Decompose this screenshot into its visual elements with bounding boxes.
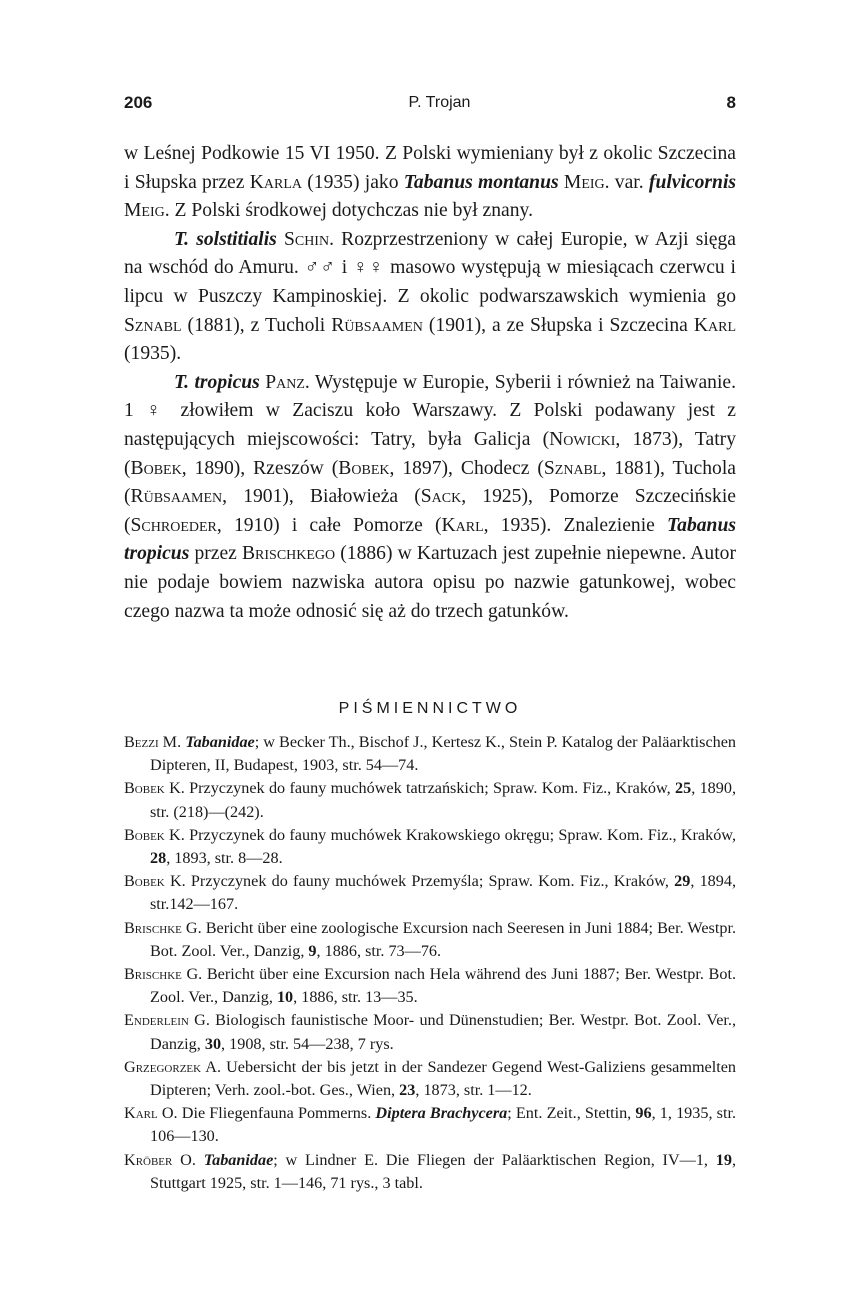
text-run: przez (189, 543, 242, 565)
volume-number: 96 (635, 1104, 652, 1123)
text-run (196, 1151, 204, 1169)
text-run: , 1910) i całe Pomorze ( (216, 514, 442, 536)
text-run: , 1890), Rzeszów ( (181, 457, 339, 479)
volume-number: 23 (399, 1081, 416, 1100)
author-name: Karla (249, 171, 302, 193)
text-run: , 1890, str. (218)—(242). (150, 779, 736, 821)
text-run: , 1925), Pomorze Szczecińskie ( (124, 486, 736, 536)
text-run: ; w Lindner E. Die Fliegen der Paläarktischen Region, IV—1, (273, 1150, 716, 1169)
volume-number: 28 (150, 849, 167, 868)
text-run: , 1873, str. 1—12. (415, 1081, 532, 1100)
volume-number: 30 (204, 1034, 222, 1053)
author-name: Bobek (338, 457, 390, 479)
author-name: Schin (283, 228, 330, 250)
reference-entry (124, 1009, 736, 1055)
bibliography-heading: PIŚMIENNICTWO (338, 700, 522, 717)
text-run: ; Ent. Zeit., Stettin, (507, 1104, 636, 1123)
text-run: , 1893, str. 8—28. (166, 849, 283, 868)
reference-entry (124, 963, 736, 1009)
text-run: , 1894, str.142—167. (150, 872, 737, 914)
reference-entry (124, 870, 736, 916)
reference-author: Enderlein G. (124, 1011, 210, 1030)
text-run: . Z Polski środkowej dotychczas nie był znany. (164, 200, 533, 222)
reference-entry (124, 1102, 736, 1148)
author-name: Sznabl (543, 457, 602, 479)
text-run: , 1, 1935, str. 106—130. (150, 1104, 737, 1146)
text-run: (1886) w Kartuzach jest zupełnie niepewne. Autor nie podaje bowiem nazwiska autora opisu po nazwie gatunkowej, wobec czego nazwa ta może odnosić się aż do trzech gatunków. (124, 543, 736, 622)
paragraph-2 (124, 226, 736, 369)
text-run: , 1935). Znalezienie (483, 514, 667, 536)
text-run: , 1908, str. 54—238, 7 rys. (221, 1034, 394, 1053)
reference-entry (124, 1056, 736, 1102)
author-name: Meig (563, 171, 605, 193)
text-run: , Stuttgart 1925, str. 1—146, 71 rys., 3 tabl. (150, 1150, 736, 1192)
volume-number: 9 (308, 941, 317, 960)
reference-author: Bobek K. (124, 872, 186, 891)
author-name: Sack (420, 486, 462, 508)
volume-number: 19 (715, 1150, 732, 1169)
reference-title: Diptera Brachycera (375, 1104, 508, 1123)
text-run: , 1881), Tuchola ( (124, 457, 736, 508)
text-run: (1935). (124, 343, 182, 365)
text-run: (1935) jako (301, 171, 404, 193)
section-number: 8 (726, 93, 736, 112)
running-header (124, 88, 736, 118)
text-run: (1881), z Tucholi (181, 314, 332, 336)
text-run: , 1901), Białowieża ( (222, 486, 421, 508)
text-run: . Występuje w Europie, Syberii i również na Taiwanie. 1 ♀ złowiłem w Zaciszu koło Warszawy. Z Polski podawany jest z następujących miejscowości: Tatry, była Galicja ( (124, 371, 736, 450)
text-run: Biologisch faunistische Moor- und Dünenstudien; Ber. Westpr. Bot. Zool. Ver., Danzig, (150, 1011, 736, 1053)
text-run: , 1886, str. 13—35. (293, 988, 418, 1007)
volume-number: 29 (674, 872, 691, 891)
text-run: Bericht über eine zoologische Excursion nach Seeresen in Juni 1884; Ber. Westpr. Bot. Zool. Ver., Danzig, (150, 918, 736, 960)
reference-entry (124, 824, 736, 870)
author-name: Schroeder (130, 514, 217, 536)
author-name: Sznabl (124, 314, 182, 336)
reference-title: Tabanidae (185, 733, 255, 751)
reference-author: Bobek K. (124, 779, 185, 798)
author-name: Rübsaamen (331, 314, 423, 336)
volume-number: 25 (675, 779, 692, 798)
species-name: fulvicornis (648, 171, 737, 193)
text-run: . Rozprzestrzeniony w całej Europie, w Azji sięga na wschód do Amuru. ♂♂ i ♀♀ masowo występują w miesiącach czerwcu i lipcu w Puszczy Kampinoskiej. Z okolic podwarszawskich wymienia go (124, 228, 736, 307)
reference-author: Kröber O. (124, 1150, 196, 1169)
text-run: Przyczynek do fauny muchówek Krakowskiego okręgu; Spraw. Kom. Fiz., Kraków, (184, 825, 736, 844)
author-name: Nowicki (549, 428, 616, 450)
text-run: (1901), a ze Słupska i Szczecina (422, 314, 694, 336)
text-run: , 1873), Tatry ( (124, 428, 736, 479)
author-name: Panz (265, 371, 305, 393)
text-run: . var. (604, 171, 649, 193)
text-run (277, 229, 284, 250)
text-run: Uebersicht der bis jetzt in der Sandezer Gegend West-Galiziens gesammelten Dipteren; Verh. zool.-bot. Ges., Wien, (150, 1057, 736, 1100)
author-name: Rübsaamen (130, 486, 223, 508)
reference-author: Bobek K. (124, 825, 185, 844)
reference-author: Grzegorzek A. (124, 1057, 222, 1076)
text-run: , 1886, str. 73—76. (316, 941, 442, 960)
paragraph-1 (124, 140, 736, 226)
text-run: Bericht über eine Excursion nach Hela während des Juni 1887; Ber. Westpr. Bot. Zool. Ver., Danzig, (150, 965, 736, 1007)
page-number: 206 (124, 93, 153, 112)
text-run: Przyczynek do fauny muchówek Przemyśla; Spraw. Kom. Fiz., Kraków, (185, 872, 675, 891)
text-run: ; w Becker Th., Bischof J., Kertesz K., Stein P. Katalog der Paläarktischen Dipteren, II, Budapest, 1903, str. 54—74. (150, 733, 737, 775)
paragraph-3 (124, 369, 736, 626)
reference-entry (124, 777, 736, 823)
bibliography-list (124, 731, 736, 1195)
reference-title: Tabanidae (203, 1150, 274, 1169)
reference-entry (124, 1149, 736, 1195)
author-name: Bobek (130, 457, 182, 479)
main-text (124, 140, 736, 626)
author-name: Brischkego (241, 543, 336, 565)
volume-number: 10 (276, 988, 294, 1007)
species-name: T. solstitialis (174, 228, 277, 250)
species-name: Tabanus tropicus (124, 514, 736, 565)
species-name: Tabanus montanus (403, 171, 559, 193)
reference-author: Brischke G. (124, 918, 202, 937)
text-run: w Leśnej Podkowie 15 VI 1950. Z Polski wymieniany był z okolic Szczecina i Słupska przez (124, 143, 736, 193)
reference-author: Brischke G. (124, 965, 203, 984)
text-run: , 1897), Chodecz ( (389, 457, 544, 479)
species-name: T. tropicus (174, 371, 260, 393)
reference-author: Bezzi M. (124, 733, 182, 751)
text-run: Die Fliegenfauna Pommerns. (177, 1104, 376, 1123)
author-name: Karl (441, 514, 484, 536)
author-name: Meig (124, 200, 165, 222)
author-name: Karl (693, 314, 736, 336)
reference-entry (124, 731, 736, 777)
reference-author: Karl O. (124, 1104, 178, 1123)
text-run: Przyczynek do fauny muchówek tatrzańskich; Spraw. Kom. Fiz., Kraków, (184, 779, 676, 798)
reference-entry (124, 917, 736, 963)
running-author: P. Trojan (408, 94, 471, 111)
